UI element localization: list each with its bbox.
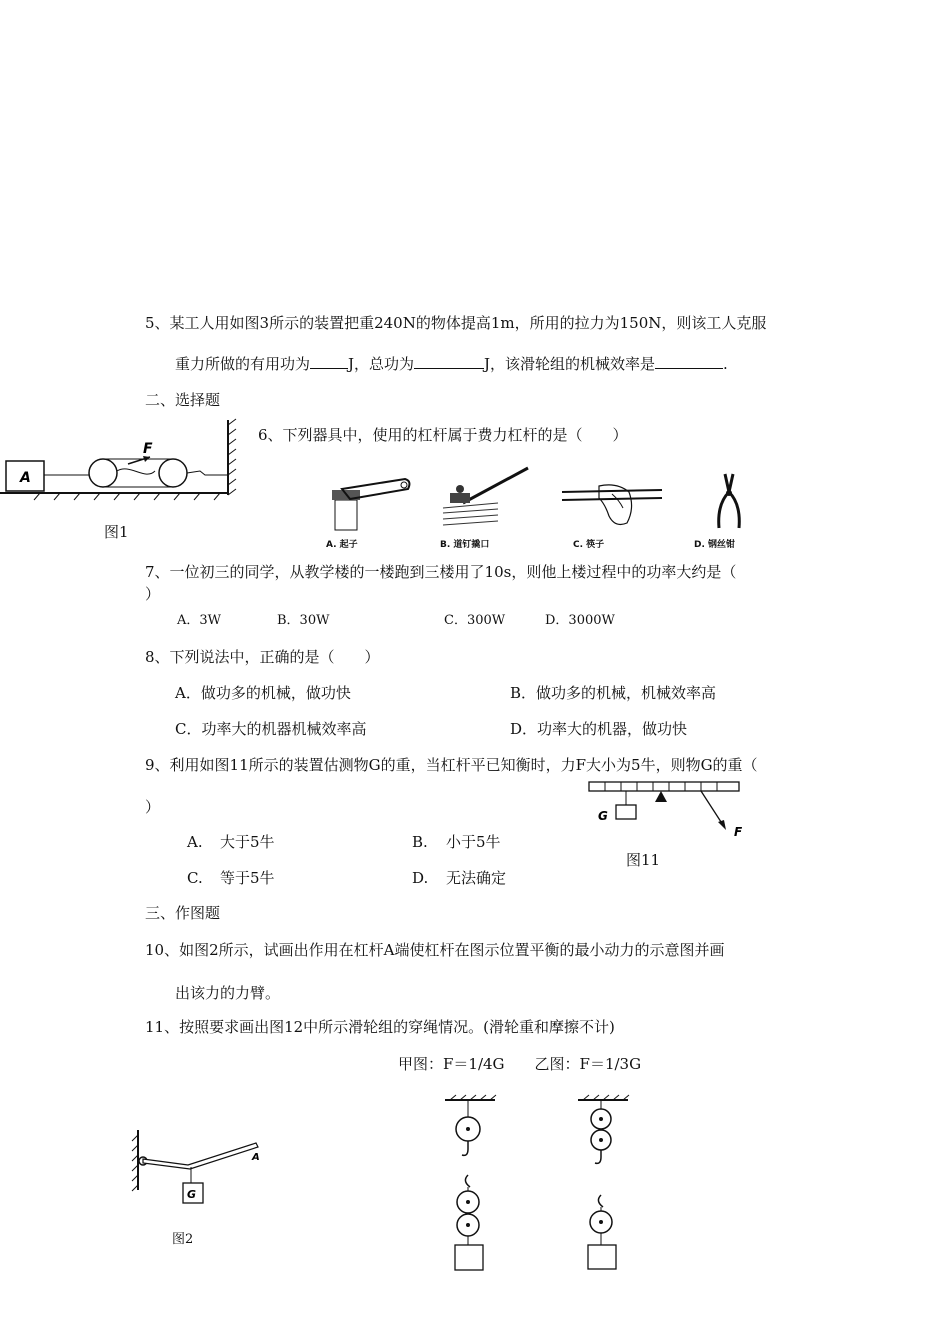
q10-line2: 出该力的力臂。 — [175, 984, 281, 1002]
block-a-label: A — [20, 470, 31, 486]
figure-11-caption: 图11 — [626, 851, 661, 869]
load-box-yi — [588, 1245, 616, 1269]
q7-option-a[interactable]: A．3W — [177, 613, 222, 628]
total-work-blank[interactable] — [414, 354, 484, 369]
q9-option-b-letter: B. — [412, 833, 428, 851]
fulcrum-triangle — [655, 791, 667, 802]
point-a-label: A — [252, 1152, 260, 1163]
nail-puller-image — [438, 463, 533, 535]
q7-option-c[interactable]: C．300W — [444, 613, 506, 628]
q9-option-c-letter: C. — [187, 869, 203, 887]
q9-option-a-text[interactable]: 大于5牛 — [220, 833, 275, 851]
pulley-left — [89, 459, 117, 487]
bottle-opener-image — [320, 475, 415, 535]
option-d-label: D. 钢丝钳 — [694, 540, 736, 550]
q8-option-d[interactable]: D．功率大的机器，做功快 — [510, 720, 688, 738]
pulley-system-jia — [440, 1095, 500, 1275]
q5-line1: 5、某工人用如图3所示的装置把重240N的物体提高1m，所用的拉力为150N，则该工人克服 — [145, 314, 767, 332]
q9-option-b-text[interactable]: 小于5牛 — [446, 833, 501, 851]
weight-g-label-fig2: G — [187, 1188, 197, 1201]
q9-option-c-text[interactable]: 等于5牛 — [220, 869, 275, 887]
q9-option-a-letter: A. — [187, 833, 203, 851]
q9-option-d-letter: D. — [412, 869, 429, 887]
q8-stem: 8、下列说法中，正确的是（ ） — [145, 648, 380, 666]
chopsticks-image — [557, 478, 667, 533]
q6-stem: 6、下列器具中，使用的杠杆属于费力杠杆的是（ ） — [258, 426, 628, 444]
q5-text-c: J，该滑轮组的机械效率是 — [484, 355, 656, 373]
q9-stem: 9、利用如图11所示的装置估测物G的重，当杠杆平已知衡时，力F大小为5牛，则物G的重（ — [145, 756, 758, 774]
q8-option-b[interactable]: B．做功多的机械，机械效率高 — [510, 684, 717, 702]
section-drawing-heading: 三、作图题 — [145, 904, 221, 922]
q7-option-d[interactable]: D．3000W — [545, 613, 615, 628]
q11-subtitle: 甲图：F＝1/4G 乙图：F＝1/3G — [398, 1055, 642, 1073]
efficiency-blank[interactable] — [655, 354, 723, 369]
weight-g-label: G — [598, 809, 608, 823]
option-b-label: B. 道钉撬口 — [440, 540, 490, 550]
option-a-label: A. 起子 — [326, 540, 358, 550]
figure-2-lever-diagram — [128, 1125, 268, 1215]
pulley-system-yi — [573, 1095, 633, 1275]
force-f-label-fig11: F — [734, 825, 743, 839]
force-f-label: F — [143, 441, 153, 457]
figure-11-lever-diagram — [585, 778, 745, 843]
q7-stem-end: ） — [145, 585, 161, 603]
q11-stem: 11、按照要求画出图12中所示滑轮组的穿绳情况。(滑轮重和摩擦不计) — [145, 1018, 615, 1036]
q5-text-b: J，总功为 — [348, 355, 415, 373]
q8-option-c[interactable]: C．功率大的机器机械效率高 — [175, 720, 367, 738]
q5-text-d: . — [723, 355, 728, 373]
q9-option-d-text[interactable]: 无法确定 — [446, 869, 507, 887]
q5-text-a: 重力所做的有用功为 — [175, 355, 311, 373]
pliers-image — [705, 470, 750, 532]
figure-2-caption: 图2 — [172, 1232, 194, 1247]
option-c-label: C. 筷子 — [573, 540, 605, 550]
q9-stem-end: ） — [145, 798, 161, 816]
q10-line1: 10、如图2所示，试画出作用在杠杆A端使杠杆在图示位置平衡的最小动力的示意图并画 — [145, 941, 725, 959]
section-choice-heading: 二、选择题 — [145, 391, 221, 409]
pulley-right — [159, 459, 187, 487]
q7-stem: 7、一位初三的同学，从教学楼的一楼跑到三楼用了10s，则他上楼过程中的功率大约是（ — [145, 563, 737, 581]
q8-option-a[interactable]: A．做功多的机械，做功快 — [175, 684, 351, 702]
weight-g-box — [616, 805, 636, 819]
figure-1-pulley-diagram — [0, 415, 240, 500]
load-box-jia — [455, 1245, 483, 1270]
useful-work-blank[interactable] — [310, 354, 348, 369]
figure-1-caption: 图1 — [104, 523, 129, 541]
q5-line2 — [175, 354, 728, 374]
q7-option-b[interactable]: B．30W — [277, 613, 330, 628]
